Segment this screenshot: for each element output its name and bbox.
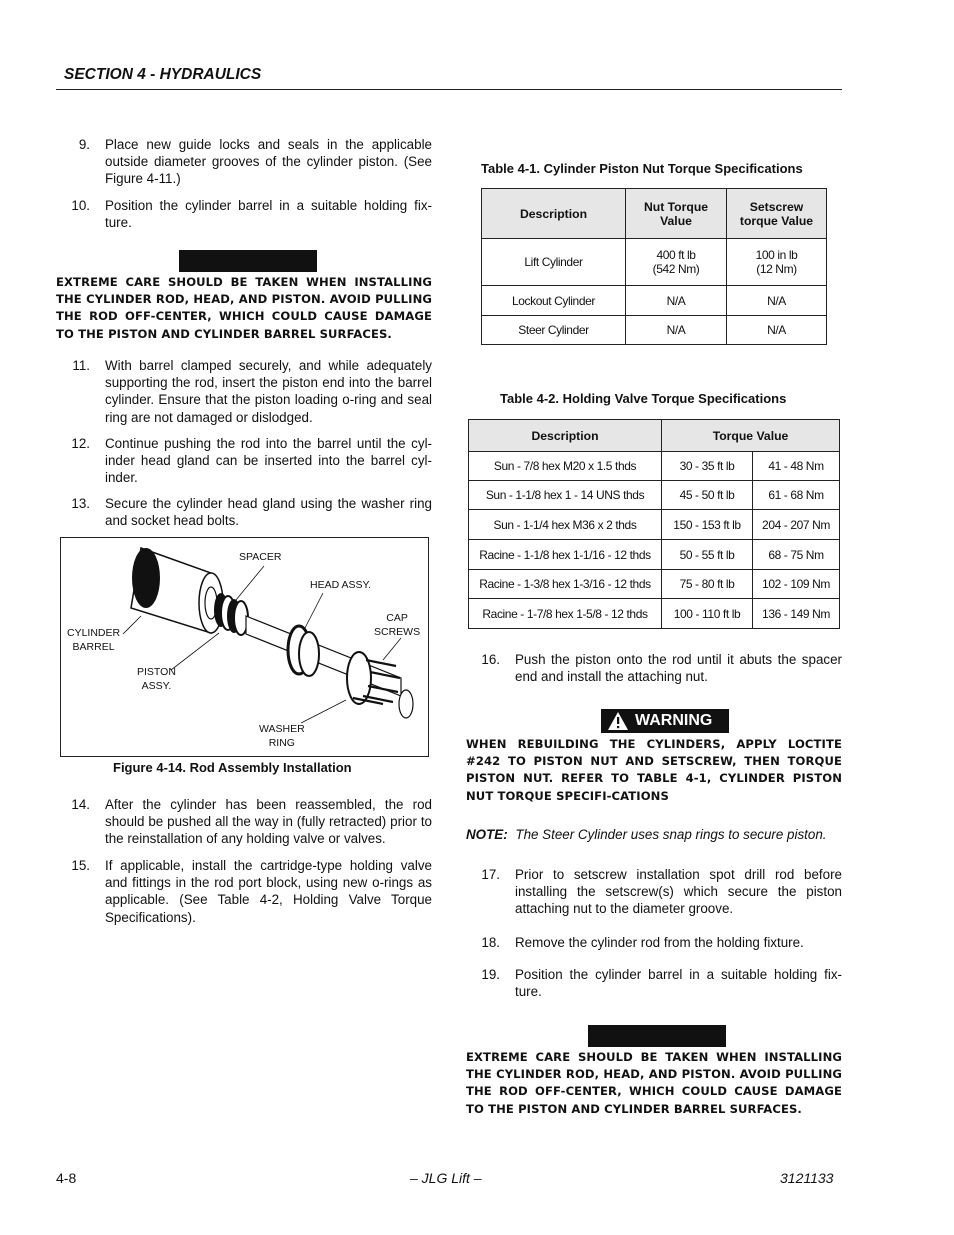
table-cell: 68 - 75 Nm [753,540,840,570]
table-cell: Racine - 1-7/8 hex 1-5/8 - 12 thds [469,599,662,629]
step-14 [56,796,432,848]
table-cell: 50 - 55 ft lb [662,540,753,570]
table-row [482,239,827,286]
table-row [469,570,840,599]
label-cylinder-barrel: CYLINDER BARREL [67,627,121,653]
table-header-row [482,189,827,239]
step-18 [466,934,842,952]
table-cell: N/A [727,316,827,345]
step-text: If applicable, install the cartridge-type holding valve and fittings in the rod port block, using new o-rings as applicable. (See Table 4-2, Holding Valve Torque Specifications). [105,858,432,925]
table-cell: 102 - 109 Nm [753,570,840,599]
table-cell: Steer Cylinder [482,316,626,345]
step-number: 13. [71,496,90,511]
step-13 [56,495,432,531]
table-cell: 100 in lb (12 Nm) [727,239,827,286]
table-cell: 75 - 80 ft lb [662,570,753,599]
table-cell: Sun - 1-1/8 hex 1 - 14 UNS thds [469,481,662,510]
step-9 [56,136,432,188]
table-cell: 204 - 207 Nm [753,510,840,540]
table2-caption: Table 4-2. Holding Valve Torque Specifications [500,391,787,406]
table-cell: N/A [727,286,827,316]
table-cell: 150 - 153 ft lb [662,510,753,540]
table-cell: 30 - 35 ft lb [662,452,753,481]
table-header: Setscrew torque Value [727,189,827,239]
note [466,827,827,842]
table-cell: 136 - 149 Nm [753,599,840,629]
step-text: Prior to setscrew installation spot drill rod before installing the setscrew(s) which secure the piston attaching nut to the diameter groove. [515,867,842,917]
table-cell: N/A [626,316,727,345]
table-header-row [469,420,840,452]
step-11 [56,357,432,427]
label-piston-assy: PISTON ASSY. [137,666,176,692]
table1 [481,188,827,345]
label-cap-screws: CAP SCREWS [374,612,421,638]
step-text: After the cylinder has been reassembled, the rod should be pushed all the way in (fully retracted) prior to the reinstallation of any holding valve or valves. [105,797,432,847]
step-text: Continue pushing the rod into the barrel until the cyl-inder head gland can be inserted into the barrel cyl-inder. [105,436,432,486]
table-cell: 41 - 48 Nm [753,452,840,481]
caution-banner [588,1025,726,1047]
rod-assembly-figure [60,537,429,757]
step-number: 11. [72,358,90,373]
table-row [469,599,840,629]
caution-banner [179,250,317,272]
label-washer-ring: WASHER RING [259,723,305,749]
caution-text: EXTREME CARE SHOULD BE TAKEN WHEN INSTALLING THE CYLINDER ROD, HEAD, AND PISTON. AVOID PULLING THE ROD OFF-CENTER, WHICH COULD CAUSE DAMAGE TO THE PISTON AND CYLINDER BARREL SURFACES. [56,275,432,341]
table-cell: Racine - 1-1/8 hex 1-1/16 - 12 thds [469,540,662,570]
note-text: The Steer Cylinder uses snap rings to secure piston. [515,827,827,842]
table-cell: N/A [626,286,727,316]
table-row [469,540,840,570]
step-number: 18. [481,935,500,950]
table-cell: Sun - 1-1/4 hex M36 x 2 thds [469,510,662,540]
table-row [469,510,840,540]
label-head-assy: HEAD ASSY. [310,579,372,591]
note-label: NOTE: [466,827,508,842]
step-text: Position the cylinder barrel in a suitable holding fix-ture. [515,967,842,1000]
step-19 [466,966,842,1002]
warning-text: WHEN REBUILDING THE CYLINDERS, APPLY LOCTITE #242 TO PISTON NUT AND SETSCREW, THEN TORQUE PISTON NUT. REFER TO TABLE 4-1, CYLINDER PISTON NUT TORQUE SPECIFI-CATIONS [466,737,842,803]
step-10 [56,197,432,233]
step-number: 15. [71,858,90,873]
table-cell: Racine - 1-3/8 hex 1-3/16 - 12 thds [469,570,662,599]
step-16 [466,651,842,687]
step-number: 19. [481,967,500,982]
step-text: Place new guide locks and seals in the applicable outside diameter grooves of the cylinder piston. (See Figure 4-11.) [105,137,432,187]
table-cell: 45 - 50 ft lb [662,481,753,510]
table1-caption: Table 4-1. Cylinder Piston Nut Torque Specifications [481,161,803,176]
page-number: 4-8 [56,1170,77,1186]
step-number: 17. [481,867,500,882]
table-cell: 61 - 68 Nm [753,481,840,510]
step-number: 12. [71,436,90,451]
doc-number: 3121133 [780,1170,834,1186]
step-12 [56,435,432,487]
table-cell: Lockout Cylinder [482,286,626,316]
step-number: 14. [71,797,90,812]
table-cell: Lift Cylinder [482,239,626,286]
table-cell: 400 ft lb (542 Nm) [626,239,727,286]
table-row [469,452,840,481]
figure-caption: Figure 4-14. Rod Assembly Installation [113,760,352,775]
table-header: Nut Torque Value [626,189,727,239]
table-header: Description [482,189,626,239]
table-cell: Sun - 7/8 hex M20 x 1.5 thds [469,452,662,481]
step-15 [56,857,432,927]
step-text: Secure the cylinder head gland using the washer ring and socket head bolts. [105,496,432,529]
table-row [469,481,840,510]
warning-triangle-icon [607,711,629,731]
step-text: Position the cylinder barrel in a suitable holding fix-ture. [105,198,432,231]
table-header: Torque Value [662,420,840,452]
table-row [482,286,827,316]
section-header: SECTION 4 - HYDRAULICS [64,66,262,83]
step-number: 10. [71,198,90,213]
step-number: 16. [481,652,500,667]
table-cell: 100 - 110 ft lb [662,599,753,629]
step-text: With barrel clamped securely, and while adequately supporting the rod, insert the piston end into the barrel cylinder. Ensure that the piston loading o-ring and seal ring are not damaged or dislodged. [105,358,432,425]
step-text: Remove the cylinder rod from the holding fixture. [515,935,804,950]
label-spacer: SPACER [239,551,282,563]
header-rule [56,89,842,90]
caution-text: EXTREME CARE SHOULD BE TAKEN WHEN INSTALLING THE CYLINDER ROD, HEAD, AND PISTON. AVOID PULLING THE ROD OFF-CENTER, WHICH COULD CAUSE DAMAGE TO THE PISTON AND CYLINDER BARREL SURFACES. [466,1050,842,1116]
warning-badge [601,709,729,733]
step-number: 9. [78,137,90,152]
table-row [482,316,827,345]
step-17 [466,866,842,918]
footer-center: – JLG Lift – [410,1170,482,1186]
table2 [468,419,840,629]
table-header: Description [469,420,662,452]
step-text: Push the piston onto the rod until it abuts the spacer end and install the attaching nut. [515,652,842,685]
warning-label: WARNING [635,712,713,729]
